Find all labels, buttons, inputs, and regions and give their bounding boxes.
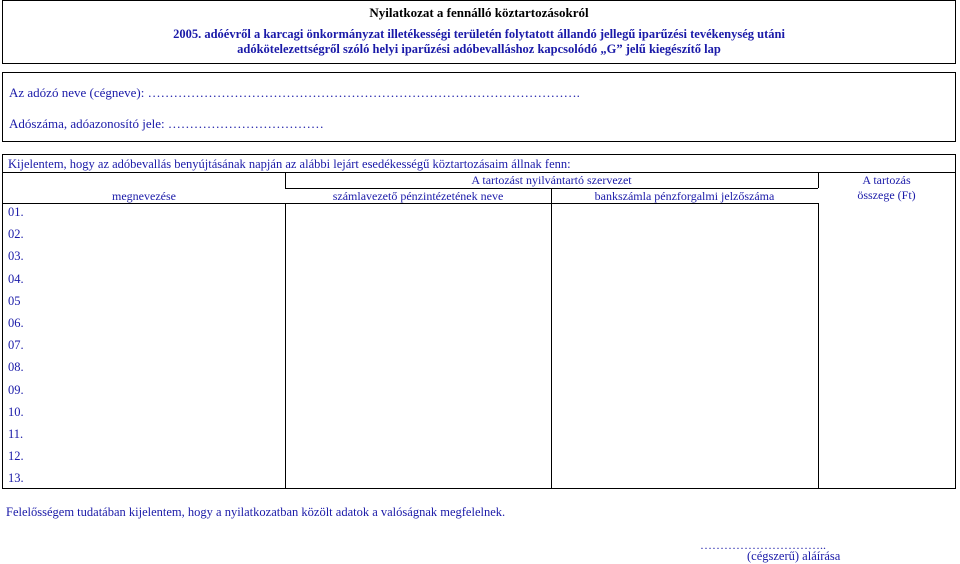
row-number: 02.	[8, 227, 24, 242]
table-intro: Kijelentem, hogy az adóbevallás benyújtásának napján az alábbi lejárt esedékességű köztartozásaim állnak fenn:	[8, 157, 571, 171]
signature-line[interactable]: …………………………..	[700, 538, 826, 552]
row-number: 08.	[8, 360, 24, 375]
column-header-account: bankszámla pénzforgalmi jelzőszáma	[594, 189, 775, 203]
row-number: 11.	[8, 427, 24, 441]
row-number: 13.	[8, 471, 24, 486]
taxpayer-box	[2, 72, 956, 142]
row-number: 09.	[8, 382, 24, 397]
column-header-name: megnevezése	[112, 189, 176, 203]
header-box	[2, 0, 956, 64]
row-number: 03.	[8, 249, 24, 264]
row-number: 01.	[8, 205, 24, 219]
divider	[551, 188, 552, 488]
divider	[285, 203, 286, 488]
row-number: 10.	[8, 404, 24, 419]
group-header: A tartozást nyilvántartó szervezet	[471, 173, 632, 187]
column-header-amount-line-1: A tartozás	[862, 173, 911, 187]
subtitle-line-2: adókötelezettségről szóló helyi iparűzési adóbevalláshoz kapcsolódó „G” jelű kiegészítő lap	[237, 42, 721, 56]
column-header-amount-line-2: összege (Ft)	[857, 188, 916, 202]
row-number: 07.	[8, 338, 24, 353]
declaration-text: Felelősségem tudatában kijelentem, hogy a nyilatkozatban közölt adatok a valóságnak megfelelnek.	[6, 505, 506, 519]
row-number: 05	[8, 293, 21, 308]
debts-table	[2, 154, 956, 489]
row-number: 04.	[8, 271, 24, 286]
taxpayer-id-field[interactable]: Adószáma, adóazonosító jele: ………………………………	[9, 116, 324, 131]
document-subtitle	[3, 27, 955, 57]
column-header-bank: számlavezető pénzintézetének neve	[332, 189, 504, 203]
row-number: 06.	[8, 316, 24, 330]
document-title: Nyilatkozat a fennálló köztartozásokról	[369, 5, 589, 20]
subtitle-line-1: 2005. adóévről a karcagi önkormányzat illetékességi területén folytatott állandó jellegű iparűzési tevékenység utáni	[173, 27, 785, 41]
signature-label: (cégszerű) aláírása	[747, 549, 841, 563]
taxpayer-name-field[interactable]: Az adózó neve (cégneve): ……………………………………………………………………………………….	[9, 85, 580, 100]
divider	[818, 203, 819, 488]
row-number: 12.	[8, 449, 24, 464]
